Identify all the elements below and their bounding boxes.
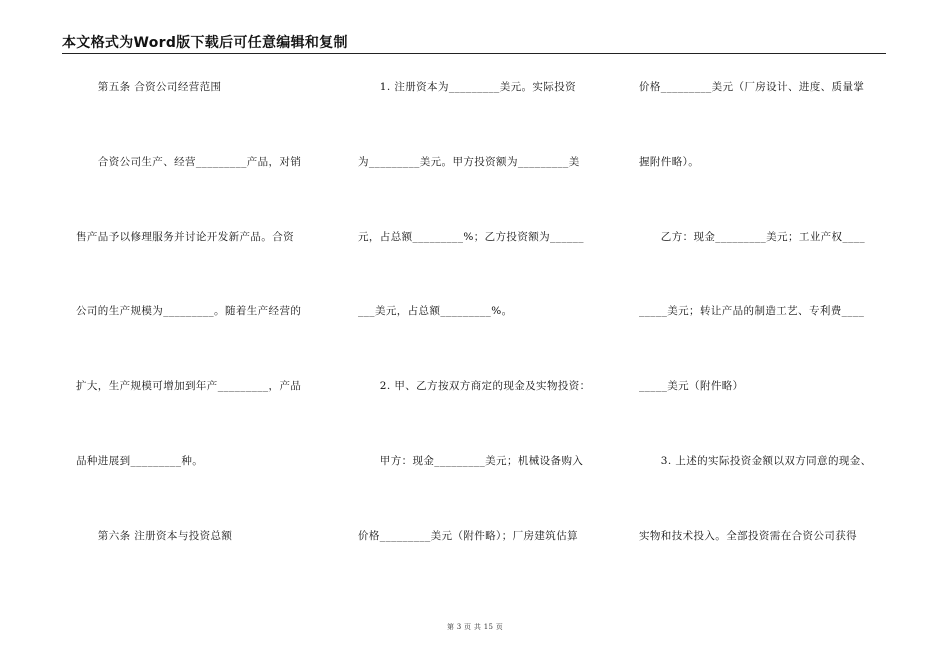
text-line: _____美元（附件略） (639, 380, 744, 392)
page-header-title: 本文格式为Word版下载后可任意编辑和复制 (62, 35, 348, 51)
text-line: 3. 上述的实际投资金额以双方同意的现金、 (639, 455, 872, 467)
text-line: 乙方：现金_________美元；工业产权____ (639, 231, 866, 243)
text-line: _____美元；转让产品的制造工艺、专利费____ (639, 305, 865, 317)
text-line: 1. 注册资本为_________美元。实际投资 (358, 81, 577, 93)
text-line: 第六条 注册资本与投资总额 (76, 530, 233, 542)
text-line: 2. 甲、乙方按双方商定的现金及实物投资： (358, 380, 591, 392)
text-line: 售产品予以修理服务并讨论开发新产品。合资 (76, 231, 294, 243)
text-line: ___美元，占总额_________%。 (358, 305, 513, 317)
text-line: 扩大，生产规模可增加到年产_________，产品 (76, 380, 302, 392)
text-line: 第五条 合资公司经营范围 (76, 81, 222, 93)
text-column-3 (639, 0, 914, 600)
text-line: 合资公司生产、经营_________产品，对销 (76, 156, 302, 168)
text-line: 品种进展到_________种。 (76, 455, 204, 467)
page-number-footer: 第 3 页 共 15 页 (446, 623, 504, 631)
text-line: 价格_________美元（附件略）；厂房建筑估算 (358, 530, 578, 542)
text-line: 元，占总额_________%；乙方投资额为______ (358, 231, 584, 243)
text-line: 甲方：现金_________美元；机械设备购入 (358, 455, 584, 467)
text-column-1 (76, 0, 351, 600)
text-line: 价格_________美元（厂房设计、进度、质量掌 (639, 81, 865, 93)
text-line: 握附件略）。 (639, 156, 700, 168)
text-line: 为_________美元。甲方投资额为_________美 (358, 156, 580, 168)
text-line: 公司的生产规模为_________。随着生产经营的 (76, 305, 302, 317)
text-line: 实物和技术投入。全部投资需在合资公司获得 (639, 530, 857, 542)
text-column-2 (358, 0, 633, 600)
